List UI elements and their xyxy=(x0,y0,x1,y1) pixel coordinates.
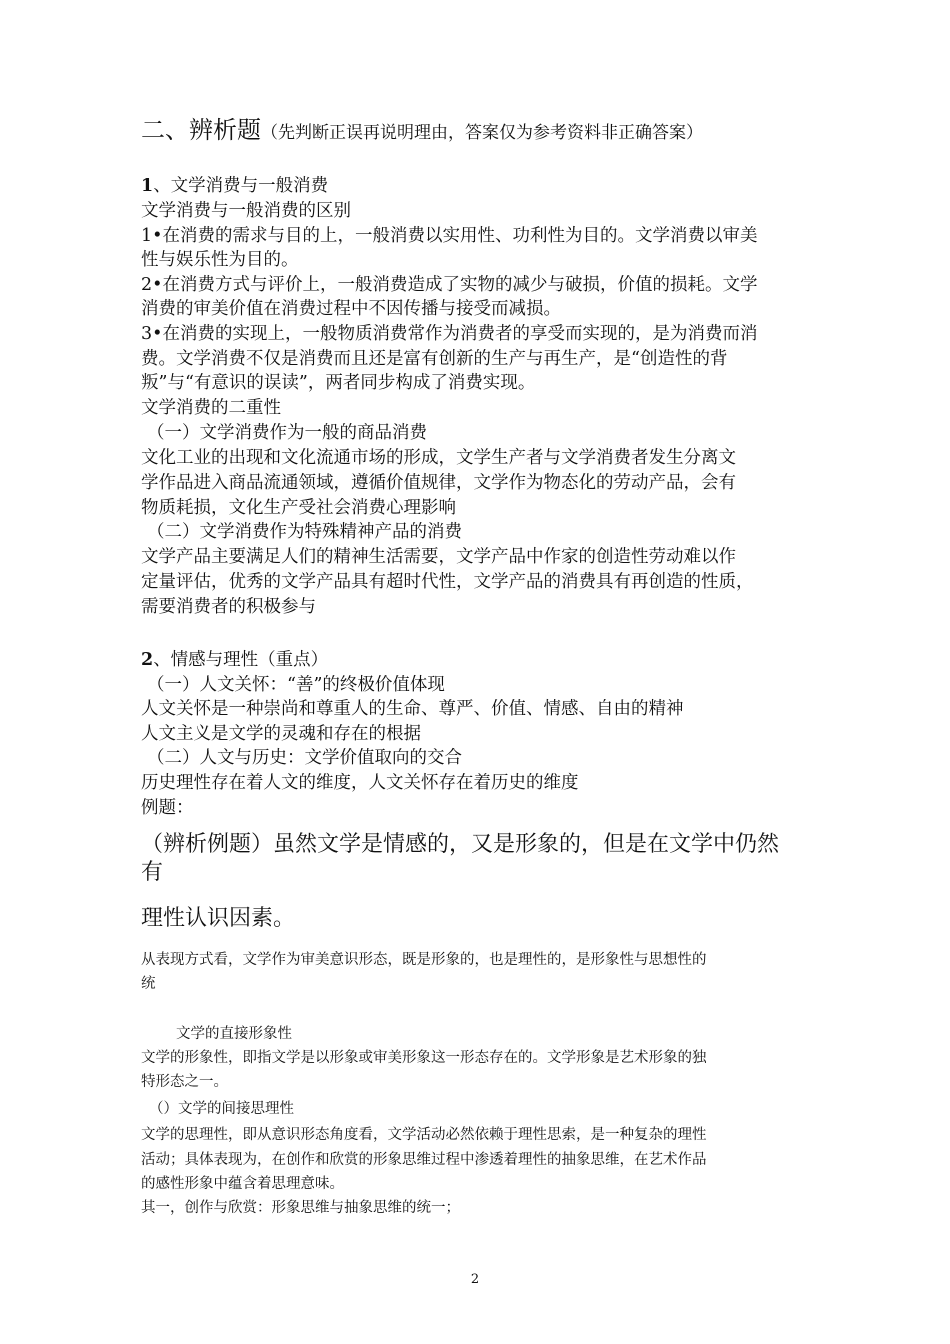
example-question-line: 理性认识因素。 xyxy=(141,906,296,931)
q1-line: 物质耗损，文化生产受社会消费心理影响 xyxy=(141,498,456,518)
q1-line: 文学产品主要满足人们的精神生活需要，文学产品中作家的创造性劳动难以作 xyxy=(141,547,736,567)
q1-line: 消费的审美价值在消费过程中不因传播与接受而减损。 xyxy=(141,299,561,319)
q1-heading xyxy=(141,174,328,198)
answer-line: 文学的思理性，即从意识形态角度看，文学活动必然依赖于理性思索，是一种复杂的理性 xyxy=(141,1127,707,1143)
q2-line: 例题： xyxy=(141,798,194,818)
answer-line: 统 xyxy=(141,976,156,992)
q2-subheading: （二）人文与历史：文学价值取向的交合 xyxy=(147,748,462,768)
q1-line: 文化工业的出现和文化流通市场的形成，文学生产者与文学消费者发生分离文 xyxy=(141,448,736,468)
q2-line: 人文关怀是一种崇尚和尊重人的生命、尊严、价值、情感、自由的精神 xyxy=(141,699,684,719)
q2-line: 人文主义是文学的灵魂和存在的根据 xyxy=(141,724,421,744)
q2-title: 、情感与理性（重点） xyxy=(153,650,329,670)
answer-line: 特形态之一。 xyxy=(141,1074,228,1090)
q2-subheading: （一）人文关怀：“善”的终极价值体现 xyxy=(147,675,445,695)
q1-line: 2•在消费方式与评价上，一般消费造成了实物的减少与破损，价值的损耗。文学 xyxy=(141,275,758,295)
q2-heading xyxy=(141,648,328,672)
answer-subheading: （）文学的间接思理性 xyxy=(149,1101,294,1117)
q1-line: 文学消费与一般消费的区别 xyxy=(141,201,351,221)
q2-line: 历史理性存在着人文的维度，人文关怀存在着历史的维度 xyxy=(141,773,579,793)
q1-title: 、文学消费与一般消费 xyxy=(153,176,329,196)
q1-line: 需要消费者的积极参与 xyxy=(141,597,316,617)
q1-number: 1 xyxy=(141,176,154,196)
q1-subheading: （一）文学消费作为一般的商品消费 xyxy=(147,423,427,443)
answer-line: 的感性形象中蕴含着思理意味。 xyxy=(141,1176,344,1192)
q1-line: 文学消费的二重性 xyxy=(141,398,281,418)
answer-line: 活动；具体表现为，在创作和欣赏的形象思维过程中渗透着理性的抽象思维，在艺术作品 xyxy=(141,1152,707,1168)
page-number: 2 xyxy=(470,1272,480,1287)
section-title: 二、辨析题 xyxy=(141,116,261,144)
q1-line: 1•在消费的需求与目的上，一般消费以实用性、功利性为目的。文学消费以审美 xyxy=(141,226,758,246)
answer-line: 从表现方式看，文学作为审美意识形态，既是形象的，也是理性的，是形象性与思想性的 xyxy=(141,952,707,968)
q1-line: 3•在消费的实现上，一般物质消费常作为消费者的享受而实现的，是为消费而消 xyxy=(141,324,758,344)
answer-subheading: 文学的直接形象性 xyxy=(176,1026,292,1042)
q1-subheading: （二）文学消费作为特殊精神产品的消费 xyxy=(147,522,462,542)
q1-line: 性与娱乐性为目的。 xyxy=(141,250,299,270)
q1-line: 定量评估，优秀的文学产品具有超时代性，文学产品的消费具有再创造的性质， xyxy=(141,572,754,592)
q1-line: 费。文学消费不仅是消费而且还是富有创新的生产与再生产，是“创造性的背 xyxy=(141,349,728,369)
example-question-line: 有 xyxy=(141,860,164,885)
section-heading xyxy=(141,110,703,145)
q2-number: 2 xyxy=(141,650,154,670)
example-question-line: （辨析例题）虽然文学是情感的，又是形象的，但是在文学中仍然 xyxy=(141,832,780,857)
q1-line: 叛”与“有意识的误读”，两者同步构成了消费实现。 xyxy=(141,373,536,393)
q1-line: 学作品进入商品流通领域，遵循价值规律，文学作为物态化的劳动产品，会有 xyxy=(141,473,736,493)
answer-line: 其一，创作与欣赏：形象思维与抽象思维的统一； xyxy=(141,1200,460,1216)
section-note: （先判断正误再说明理由，答案仅为参考资料非正确答案） xyxy=(261,123,703,143)
answer-line: 文学的形象性，即指文学是以形象或审美形象这一形态存在的。文学形象是艺术形象的独 xyxy=(141,1050,707,1066)
